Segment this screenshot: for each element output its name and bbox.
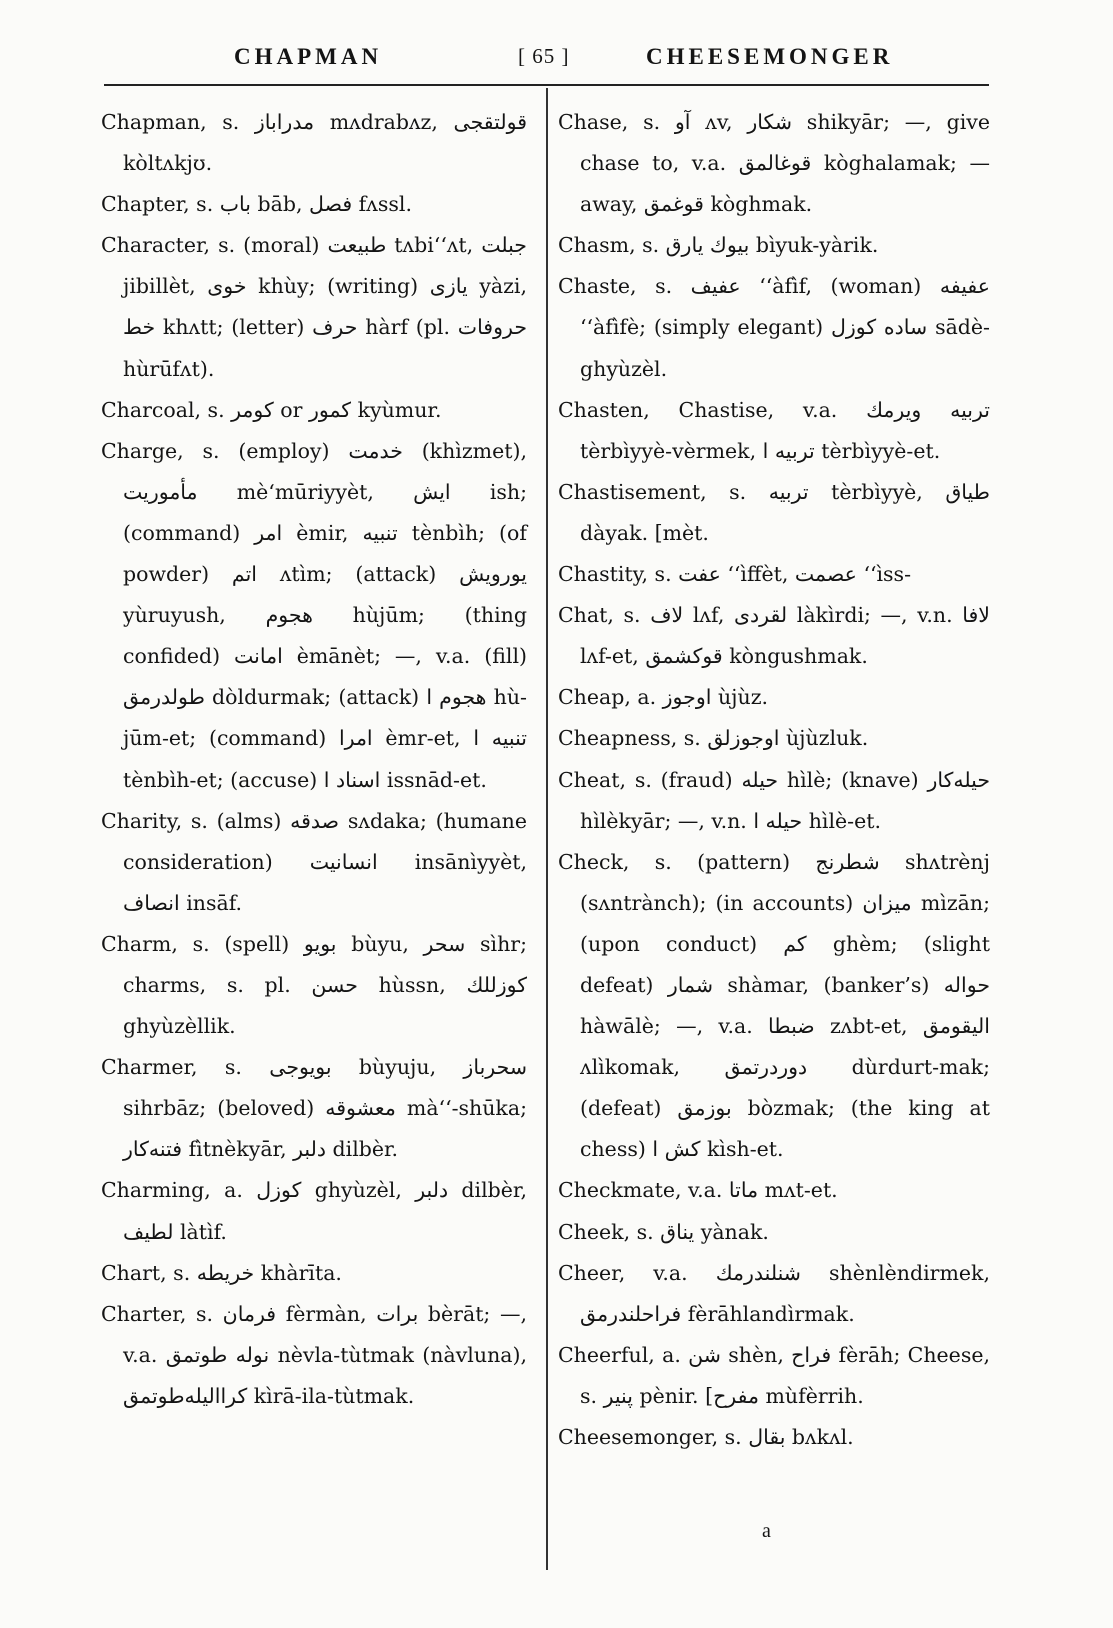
entry-chastisement: Chastisement, s. تربيه tèrbìyyè, طياق dàyak. [mèt. [558, 479, 990, 545]
entry-chastity: Chastity, s. عفت ‘‘ìffèt, عصمت ‘‘ìss- [558, 562, 911, 587]
right-column [558, 102, 990, 1458]
entry-chapter: Chapter, s. باب bāb, فصل fʌssl. [101, 192, 412, 217]
running-head-left: CHAPMAN [234, 44, 383, 69]
entry-chasm: Chasm, s. بيوك يارق bìyuk-yàrik. [558, 233, 879, 258]
entry-cheapness: Cheapness, s. اوجوزلق ùjùzluk. [558, 726, 869, 751]
entry-charmer: Charmer, s. بويوجى bùyuju, سحرباز sihrbāz; (beloved) معشوقه mà‘‘-shūka; فتنه‌كار fìtnèkyār, دلبر dilbèr. [101, 1055, 527, 1162]
header-rule [104, 84, 989, 86]
signature-mark: a [762, 1520, 771, 1542]
entry-charcoal: Charcoal, s. كومر or كمور kyùmur. [101, 397, 442, 422]
page-number: [ 65 ] [518, 44, 570, 68]
entry-checkmate: Checkmate, v.a. ماتا mʌt-et. [558, 1178, 838, 1203]
left-column [101, 102, 527, 1417]
entry-charity: Charity, s. (alms) صدقه sʌdaka; (humane consideration) انسانيت insānìyyèt, انصاف insāf. [101, 808, 527, 915]
entry-cheap: Cheap, a. اوجوز ùjùz. [558, 685, 769, 710]
entry-chaste: Chaste, s. عفيف ‘‘àfìf, (woman) عفيفه ‘‘àfìfè; (simply elegant) ساده كوزل sādè-ghyùzèl. [558, 274, 990, 381]
running-head-right: CHEESEMONGER [646, 44, 894, 69]
entry-character: Character, s. (moral) طبيعت tʌbi‘‘ʌt, جبلت jibillèt, خوى khùy; (writing) يازى yàzi, خط khʌtt; (letter) حرف hàrf (pl. حروفات hùrūfʌt). [101, 233, 527, 381]
entry-cheerful: Cheerful, a. شن shèn, فراح fèrāh; Cheese, s. پنير pènir. [مفرح mùfèrrih. [558, 1342, 990, 1408]
entry-cheat: Cheat, s. (fraud) حيله hìlè; (knave) حيله‌كار hìlèkyār; —, v.n. حيله ا hìlè-et. [558, 767, 990, 833]
entry-cheer: Cheer, v.a. شنلندرمك shènlèndirmek, فراحلندرمق fèrāhlandìrmak. [558, 1260, 990, 1326]
entry-chart: Chart, s. خريطه khàrīta. [101, 1260, 342, 1285]
entry-cheek: Cheek, s. يناق yànak. [558, 1219, 769, 1244]
entry-chasten: Chasten, Chastise, v.a. تربيه ويرمك tèrbìyyè-vèrmek, تربيه ا tèrbìyyè-et. [558, 397, 990, 463]
entry-charm: Charm, s. (spell) بويو bùyu, سحر sìhr; charms, s. pl. حسن hùssn, كوزللك ghyùzèllik. [101, 931, 527, 1039]
entry-charge: Charge, s. (employ) خدمت (khìzmet), مأموريت mè‘mūriyyèt, ايش ish; (command) امر èmir, تنبيه tènbìh; (of powder) اتم ʌtìm; (attack) يورويش yùruyush, هجوم hùjūm; (thing confided) امانت èmānèt; —, v.a. (fill) طولدرمق dòldurmak; (attack) هجوم ا hù-jūm-et; (command) امرا èmr-et, تنبيه ا tènbìh-et; (accuse) اسناد ا issnād-et. [101, 438, 528, 792]
entry-chase: Chase, s. آو ʌv, شكار shikyār; —, give chase to, v.a. قوغالمق kòghalamak; — away, قوغمق kòghmak. [558, 110, 991, 217]
entry-chapman: Chapman, s. مدراباز mʌdrabʌz, قولتقجى kòltʌkjʊ. [101, 110, 527, 176]
column-divider [546, 88, 548, 1570]
entry-chat: Chat, s. لاف lʌf, لقردى làkìrdi; —, v.n. لافا lʌf-et, قوكشمق kòngushmak. [558, 603, 991, 669]
entry-check: Check, s. (pattern) شطرنج shʌtrènj (sʌntrànch); (in accounts) ميزان mìzān; (upon conduct) كم ghèm; (slight defeat) شمار shàmar, (banker’s) حواله hàwālè; —, v.a. ضبطا zʌbt-et, اليقومق ʌlìkomak, دوردرتمق dùrdurt-mak; (defeat) بوزمق bòzmak; (the king at chess) كش ا kìsh-et. [558, 849, 990, 1162]
entry-cheesemonger: Cheesemonger, s. بقال bʌkʌl. [558, 1425, 854, 1449]
entry-charming: Charming, a. كوزل ghyùzèl, دلبر dilbèr, لطيف làtìf. [101, 1178, 527, 1244]
entry-charter: Charter, s. فرمان fèrmàn, برات bèrāt; —, v.a. نوله طوتمق nèvla-tùtmak (nàvluna), كرااليله‌طوتمق kìrā-ila-tùtmak. [101, 1301, 528, 1408]
